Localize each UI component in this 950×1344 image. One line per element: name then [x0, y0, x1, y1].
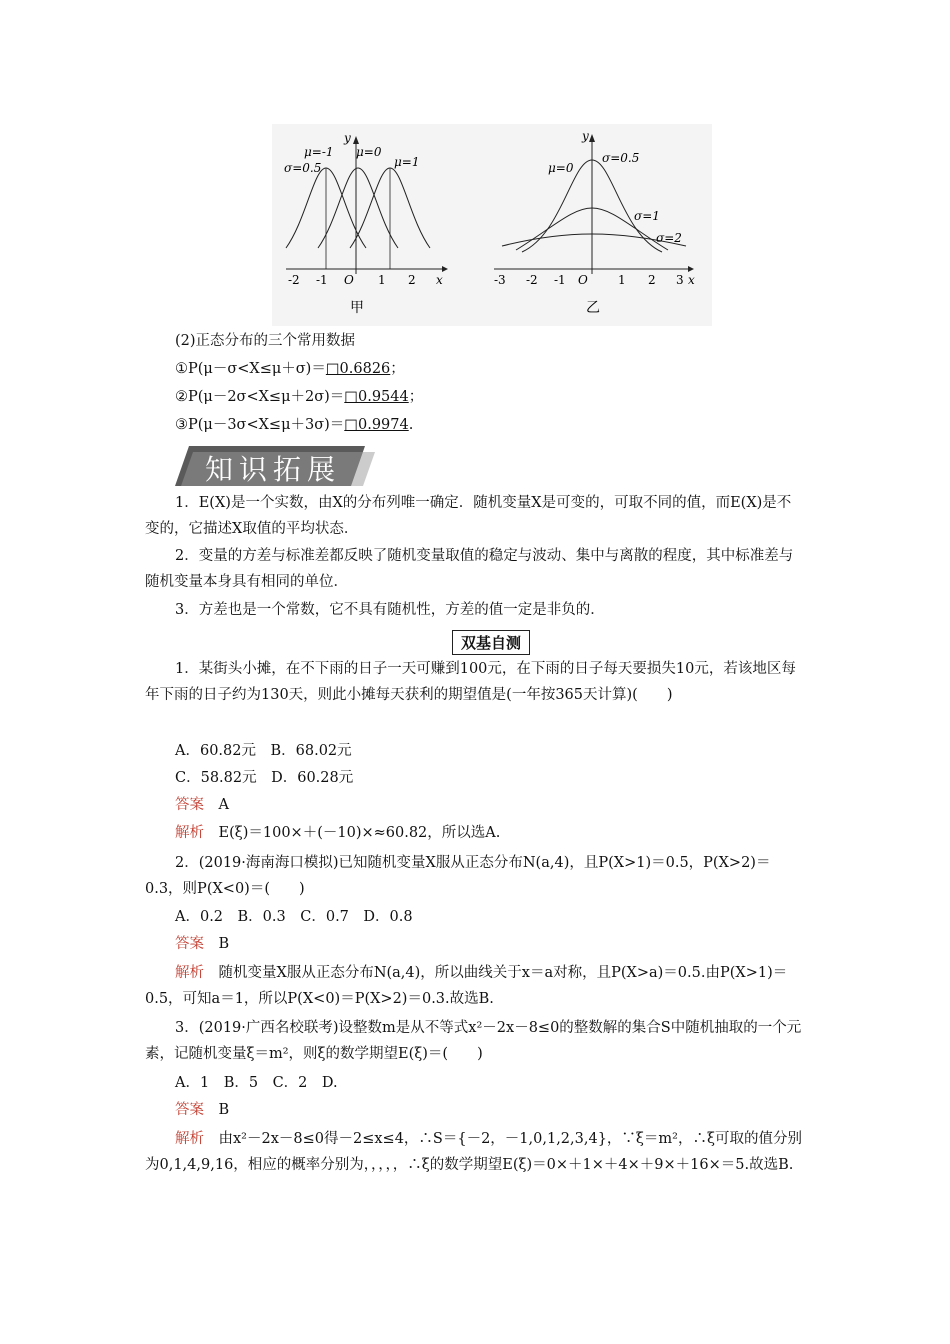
left-caption: 甲 — [350, 300, 364, 316]
q1-exp-text: E(ξ)＝100×＋(－10)×≈60.82，所以选A. — [218, 825, 501, 841]
left-tick: -1 — [316, 273, 328, 287]
q1-answer-label: 答案 — [175, 797, 204, 813]
right-caption: 乙 — [586, 300, 600, 316]
right-label-x: x — [688, 273, 695, 287]
left-label-sigma: σ=0.5 — [284, 161, 322, 175]
banner-title: 知识拓展 — [205, 453, 342, 486]
formula-3-prefix: ③P(μ－3σ<X≤μ＋3σ)＝ — [175, 417, 345, 433]
formula-2-value: □0.9544 — [344, 389, 409, 405]
q2-answer-value: B — [218, 936, 230, 952]
q1-answer — [175, 794, 229, 816]
right-label-sigma-0.5: σ=0.5 — [602, 151, 640, 165]
q1-exp-label: 解析 — [175, 825, 204, 841]
left-tick: 2 — [408, 273, 416, 287]
right-tick: 2 — [648, 273, 656, 287]
formula-2-prefix: ②P(μ－2σ<X≤μ＋2σ)＝ — [175, 389, 345, 405]
test-title: 双基自测 — [452, 630, 530, 655]
q1-answer-value: A — [218, 797, 229, 813]
q1-stem: 1．某街头小摊，在不下雨的日子一天可赚到100元，在下雨的日子每天要损失10元，若该地区每年下雨的日子约为130天，则此小摊每天获利的期望值是(一年按365天计算)( ) — [145, 661, 796, 703]
q2-stem: 2．(2019·海南海口模拟)已知随机变量X服从正态分布N(a,4)，且P(X>1)＝0.5，P(X>2)＝0.3，则P(X<0)＝( ) — [145, 855, 771, 897]
formula-3-end: . — [408, 417, 414, 433]
formula-1-prefix: ①P(μ－σ<X≤μ＋σ)＝ — [175, 361, 326, 377]
q3-exp-text: 由x²－2x－8≤0得－2≤x≤4，∴S＝{－2，－1,0,1,2,3,4}，∵ξ＝m²，∴ξ可取的值分别为0,1,4,9,16，相应的概率分别为，，，，，∴ξ的数学期望E(ξ)＝0×＋1×＋4×＋9×＋16×＝5.故选B. — [145, 1131, 802, 1173]
left-tick: 1 — [378, 273, 386, 287]
left-label-x: x — [436, 273, 443, 287]
figure-svg — [272, 124, 712, 326]
right-tick: -1 — [554, 273, 566, 287]
q3-options: A．1 B．5 C．2 D. — [175, 1075, 338, 1091]
q2-explanation — [145, 960, 805, 1012]
right-tick: 1 — [618, 273, 626, 287]
q2-answer — [175, 933, 229, 955]
right-label-sigma-1: σ=1 — [634, 209, 660, 223]
knowledge-item-3: 3．方差也是一个常数，它不具有随机性，方差的值一定是非负的． — [175, 602, 605, 618]
q2-exp-text: 随机变量X服从正态分布N(a,4)，所以曲线关于x＝a对称，且P(X>a)＝0.5.由P(X>1)＝0.5，可知a＝1，所以P(X<0)＝P(X>2)＝0.3.故选B. — [145, 965, 788, 1007]
right-tick: -3 — [494, 273, 506, 287]
q3-stem: 3．(2019·广西名校联考)设整数m是从不等式x²－2x－8≤0的整数解的集合S中随机抽取的一个元素，记随机变量ξ＝m²，则ξ的数学期望E(ξ)＝( ) — [145, 1020, 802, 1062]
knowledge-item-1: 1．E(X)是一个实数，由X的分布列唯一确定．随机变量X是可变的，可取不同的值，而E(X)是不变的，它描述X取值的平均状态． — [145, 495, 792, 537]
q1-explanation — [175, 822, 500, 844]
formula-1-end: ； — [390, 361, 405, 377]
q1-options-row1: A．60.82元 B．68.02元 — [175, 743, 352, 759]
q3-answer-value: B — [218, 1102, 230, 1118]
right-label-origin: O — [578, 273, 588, 287]
formula-2-end: ； — [408, 389, 424, 405]
q3-answer — [175, 1099, 229, 1121]
right-label-mu: μ=0 — [548, 161, 574, 175]
left-tick: -2 — [288, 273, 300, 287]
formula-1-value: □0.6826 — [325, 361, 391, 377]
q3-answer-label: 答案 — [175, 1102, 204, 1118]
formula-2 — [175, 386, 423, 408]
left-label-y: y — [344, 131, 351, 145]
right-label-sigma-2: σ=2 — [656, 231, 682, 245]
formula-3 — [175, 414, 413, 436]
knowledge-item-2: 2．变量的方差与标准差都反映了随机变量取值的稳定与波动、集中与离散的程度，其中标准差与随机变量本身具有相同的单位． — [145, 548, 794, 590]
formula-1 — [175, 358, 405, 380]
normal-distribution-figure — [272, 124, 712, 326]
formula-3-value: □0.9974 — [344, 417, 409, 433]
left-curve-mu-0 — [318, 168, 398, 248]
left-label-mu-0: μ=0 — [356, 145, 382, 159]
right-tick: 3 — [676, 273, 684, 287]
q2-answer-label: 答案 — [175, 936, 204, 952]
q3-explanation — [145, 1126, 805, 1178]
left-label-mu-minus1: μ=-1 — [304, 145, 334, 159]
right-tick: -2 — [526, 273, 538, 287]
right-label-y: y — [582, 129, 589, 143]
q2-exp-label: 解析 — [175, 965, 204, 981]
left-label-origin: O — [344, 273, 354, 287]
q2-options: A．0.2 B．0.3 C．0.7 D．0.8 — [175, 909, 413, 925]
q3-exp-label: 解析 — [175, 1131, 204, 1147]
left-label-mu-1: μ=1 — [394, 155, 420, 169]
section2-title: (2)正态分布的三个常用数据 — [175, 333, 356, 349]
q1-options-row2: C．58.82元 D．60.28元 — [175, 770, 354, 786]
